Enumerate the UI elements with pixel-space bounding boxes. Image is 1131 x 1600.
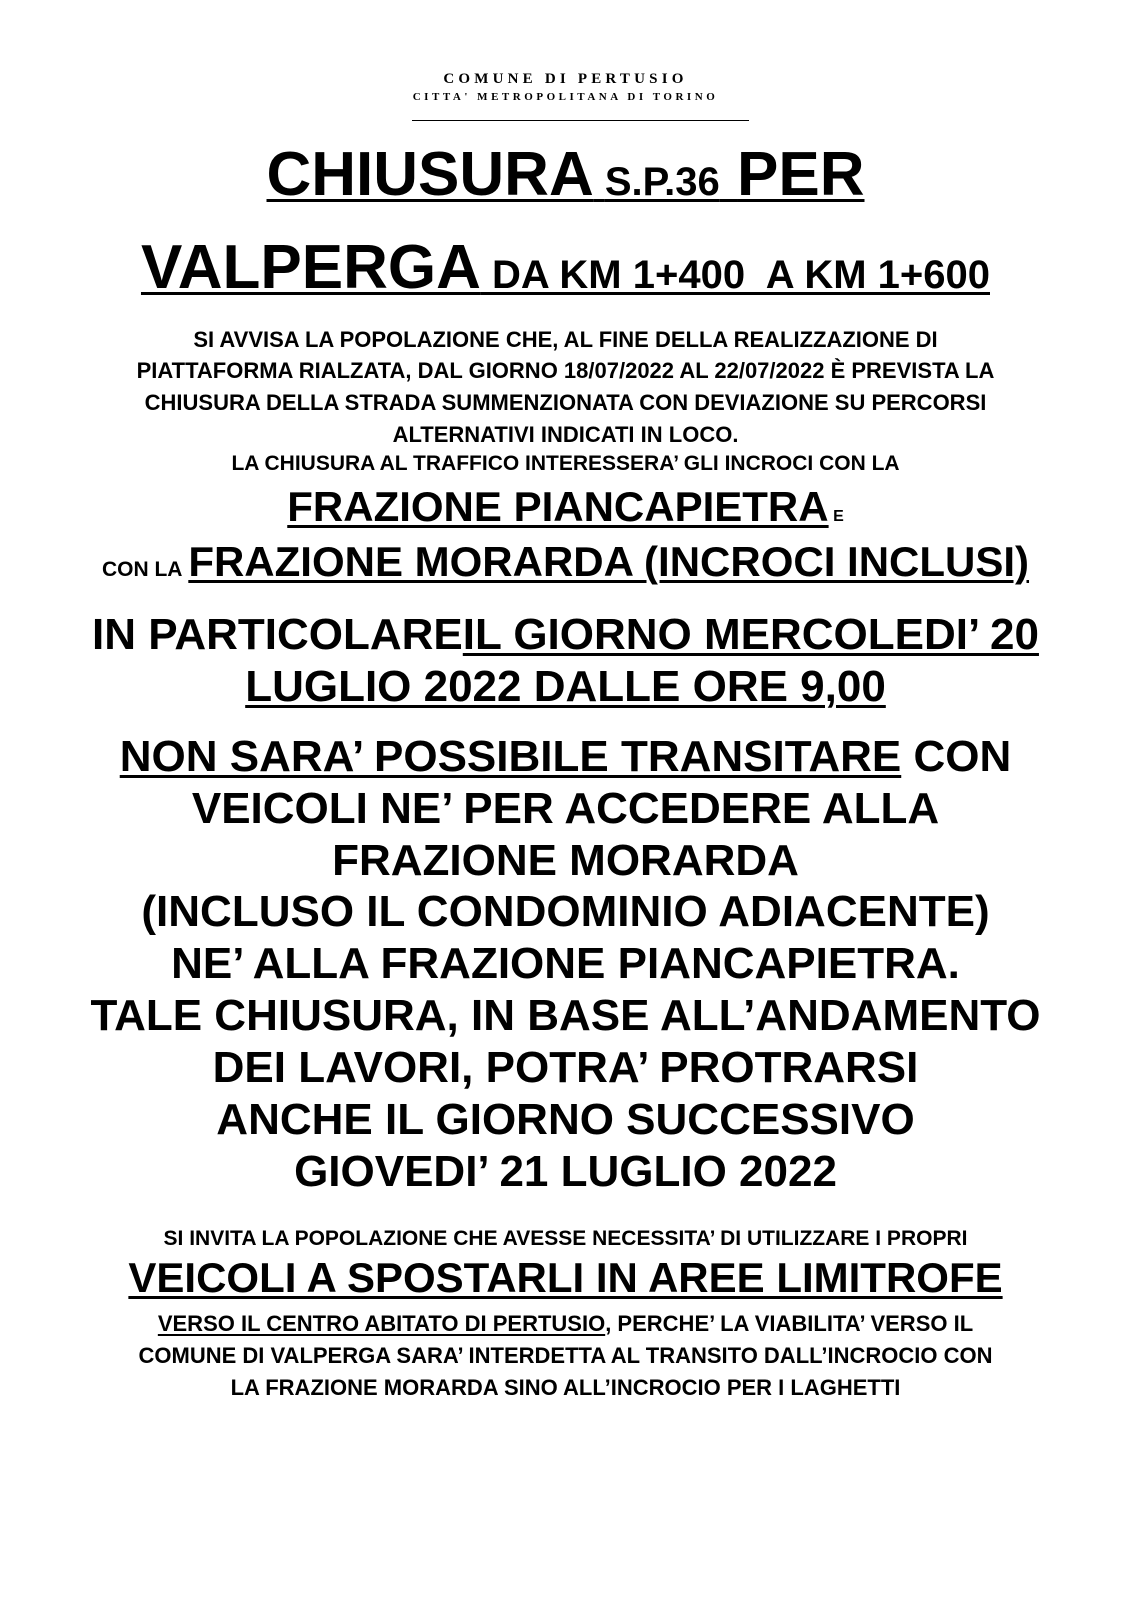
- frazione-line-1: [0, 483, 1131, 530]
- title-chiusura: CHIUSURA: [266, 140, 594, 209]
- closure-con: CON: [913, 732, 1012, 781]
- metro-city-name: CITTA' METROPOLITANA DI TORINO: [412, 91, 719, 103]
- frazione-conjunction: E: [833, 508, 844, 525]
- particular-line-1: [0, 610, 1131, 659]
- frazione-line-2: [0, 538, 1131, 585]
- closure-line-2: VEICOLI NE’ PER ACCEDERE ALLA: [191, 784, 940, 833]
- title-road-code: S.P.36: [604, 160, 720, 204]
- closure-line-8: ANCHE IL GIORNO SUCCESSIVO: [216, 1095, 915, 1144]
- invite-line-5: LA FRAZIONE MORARDA SINO ALL’INCROCIO PER I LAGHETTI: [230, 1375, 901, 1400]
- invite-line-1: SI INVITA LA POPOLAZIONE CHE AVESSE NECESSITA’ DI UTILIZZARE I PROPRI: [163, 1227, 968, 1250]
- notice-line-3: CHIUSURA DELLA STRADA SUMMENZIONATA CON DEVIAZIONE SU PERCORSI: [144, 390, 987, 415]
- closure-no-transit: NON SARA’ POSSIBILE TRANSITARE: [119, 732, 902, 781]
- particular-date: IL GIORNO MERCOLEDI’ 20: [462, 610, 1039, 659]
- notice-line-4: ALTERNATIVI INDICATI IN LOCO.: [392, 422, 739, 447]
- closure-line-3: FRAZIONE MORARDA: [332, 836, 799, 885]
- closure-line-1: [0, 732, 1131, 781]
- closure-line-9: GIOVEDI’ 21 LUGLIO 2022: [294, 1147, 837, 1196]
- closure-line-4: (INCLUSO IL CONDOMINIO ADIACENTE): [141, 887, 990, 936]
- header-divider: [412, 120, 749, 121]
- notice-line-5: LA CHIUSURA AL TRAFFICO INTERESSERA’ GLI INCROCI CON LA: [231, 452, 900, 475]
- title-per: PER: [737, 140, 865, 209]
- title-valperga: VALPERGA: [140, 233, 481, 302]
- frazione-piancapietra: FRAZIONE PIANCAPIETRA: [287, 483, 829, 530]
- frazione-prefix: CON LA: [101, 558, 183, 581]
- closure-line-5: NE’ ALLA FRAZIONE PIANCAPIETRA.: [171, 939, 960, 988]
- invite-line-2: [0, 1254, 1131, 1301]
- frazione-morarda: FRAZIONE MORARDA (INCROCI INCLUSI): [188, 538, 1030, 585]
- title-line-2: [0, 233, 1131, 302]
- title-line-1: [0, 140, 1131, 209]
- particular-intro: IN PARTICOLARE: [92, 610, 463, 659]
- particular-time: LUGLIO 2022 DALLE ORE 9,00: [245, 662, 886, 711]
- invite-line-3: [0, 1313, 1131, 1335]
- title-km-range: DA KM 1+400 A KM 1+600: [492, 253, 990, 297]
- closure-line-6: TALE CHIUSURA, IN BASE ALL’ANDAMENTO: [90, 991, 1041, 1040]
- closure-line-7: DEI LAVORI, POTRA’ PROTRARSI: [212, 1043, 919, 1092]
- notice-line-2: PIATTAFORMA RIALZATA, DAL GIORNO 18/07/2022 AL 22/07/2022 È PREVISTA LA: [136, 358, 995, 383]
- particular-line-2: [0, 662, 1131, 711]
- invite-pertusio-centre: VERSO IL CENTRO ABITATO DI PERTUSIO: [157, 1311, 606, 1336]
- municipality-name: COMUNE DI PERTUSIO: [443, 71, 688, 87]
- invite-move-vehicles: VEICOLI A SPOSTARLI IN AREE LIMITROFE: [128, 1254, 1003, 1301]
- notice-line-1: SI AVVISA LA POPOLAZIONE CHE, AL FINE DELLA REALIZZAZIONE DI: [193, 327, 938, 352]
- invite-line-4: COMUNE DI VALPERGA SARA’ INTERDETTA AL TRANSITO DALL’INCROCIO CON: [138, 1343, 993, 1368]
- invite-reason: , PERCHE’ LA VIABILITA’ VERSO IL: [605, 1311, 974, 1336]
